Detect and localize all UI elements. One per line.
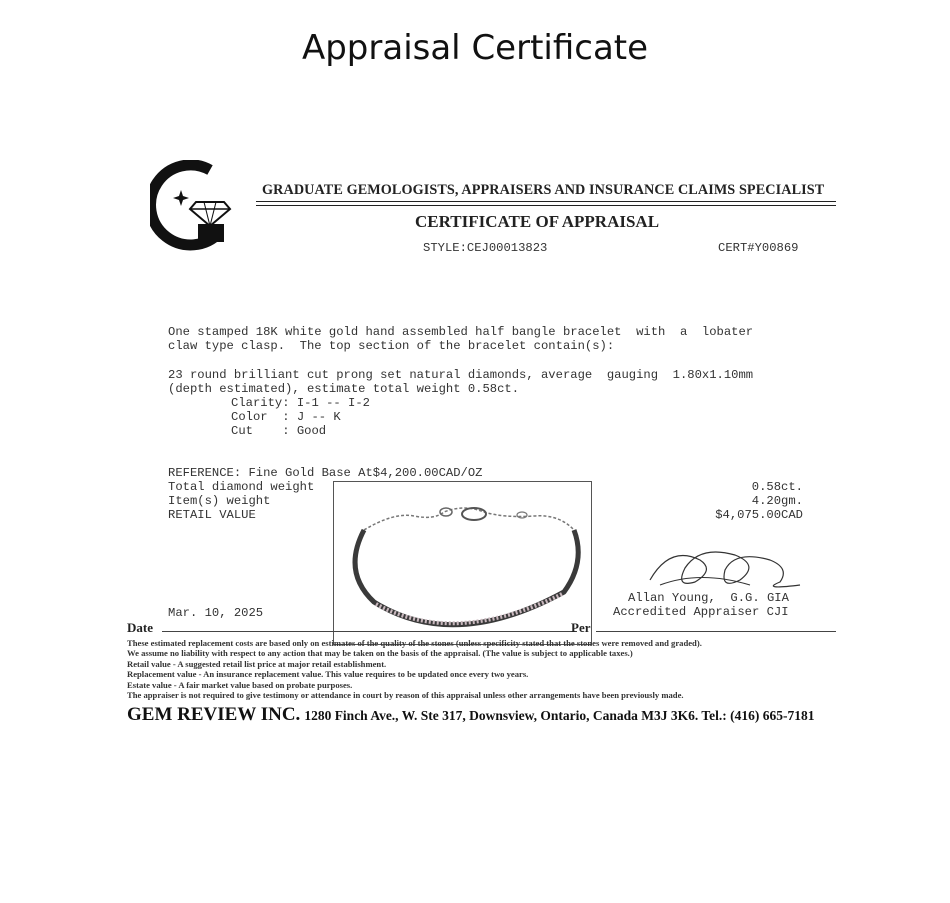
spec-color: Color : J -- K xyxy=(231,410,341,424)
reference-line: REFERENCE: Fine Gold Base At$4,200.00CAD/OZ xyxy=(168,466,483,480)
description-line: One stamped 18K white gold hand assembled half bangle bracelet with a lobater xyxy=(168,325,754,339)
appraiser-name: Allan Young, G.G. GIA xyxy=(628,591,789,605)
stone-description xyxy=(168,368,753,396)
disclaimer-line: We assume no liability with respect to any action that may be taken on the basis of the appraisal. (The value is subject to applicable taxes.) xyxy=(127,648,633,659)
spec-cut: Cut : Good xyxy=(231,424,327,438)
certificate-title: CERTIFICATE OF APPRAISAL xyxy=(415,212,660,231)
page-title: Appraisal Certificate xyxy=(301,28,649,68)
organization-name: GRADUATE GEMOLOGISTS, APPRAISERS AND INSURANCE CLAIMS SPECIALIST xyxy=(262,182,825,198)
footer-company: GEM REVIEW INC. xyxy=(127,704,301,725)
per-label: Per xyxy=(571,620,591,635)
stone-line: 23 round brilliant cut prong set natural diamonds, average gauging 1.80x1.10mm xyxy=(168,368,754,382)
header-rule-bottom xyxy=(256,205,836,206)
disclaimer-line: The appraiser is not required to give testimony or attendance in court by reason of this appraisal unless other arrangements have been previously made. xyxy=(127,690,684,701)
stone-line: (depth estimated), estimate total weight 0.58ct. xyxy=(168,382,520,396)
footer xyxy=(127,704,814,726)
disclaimer-line: Retail value - A suggested retail list price at major retail establishment. xyxy=(127,658,387,669)
gemologist-logo xyxy=(150,160,236,252)
summary-value: 0.58ct. xyxy=(751,480,803,494)
summary-value: $4,075.00CAD xyxy=(715,508,803,522)
bracelet-photo xyxy=(333,481,592,645)
summary-label: Item(s) weight xyxy=(168,494,271,508)
disclaimer-block xyxy=(127,638,847,700)
cert-number: CERT#Y00869 xyxy=(718,241,799,255)
style-number: STYLE:CEJ00013823 xyxy=(423,241,548,255)
header-rule-top xyxy=(256,201,836,202)
disclaimer-line: Replacement value - An insurance replacement value. This value requires to be updated once every two years. xyxy=(127,669,529,680)
per-signature-line xyxy=(596,631,836,632)
stone-specs xyxy=(231,396,370,438)
bracelet-image xyxy=(334,482,591,644)
date-signature-line xyxy=(162,631,577,632)
summary-label: RETAIL VALUE xyxy=(168,508,256,522)
date-value: Mar. 10, 2025 xyxy=(168,606,264,620)
item-description xyxy=(168,325,753,353)
summary-value: 4.20gm. xyxy=(751,494,803,508)
appraiser-signature xyxy=(640,540,810,595)
date-label: Date xyxy=(127,620,153,635)
spec-clarity: Clarity: I-1 -- I-2 xyxy=(231,396,370,410)
description-line: claw type clasp. The top section of the bracelet contain(s): xyxy=(168,339,615,353)
summary-label: Total diamond weight xyxy=(168,480,315,494)
footer-address: 1280 Finch Ave., W. Ste 317, Downsview, Ontario, Canada M3J 3K6. Tel.: (416) 665-7181 xyxy=(304,708,815,723)
disclaimer-line: These estimated replacement costs are based only on estimates of the quality of the stones (unless specificity stated that the stones were removed and graded). xyxy=(127,638,702,648)
appraiser-title: Accredited Appraiser CJI xyxy=(613,605,789,619)
disclaimer-line: Estate value - A fair market value based on probate purposes. xyxy=(127,679,353,690)
